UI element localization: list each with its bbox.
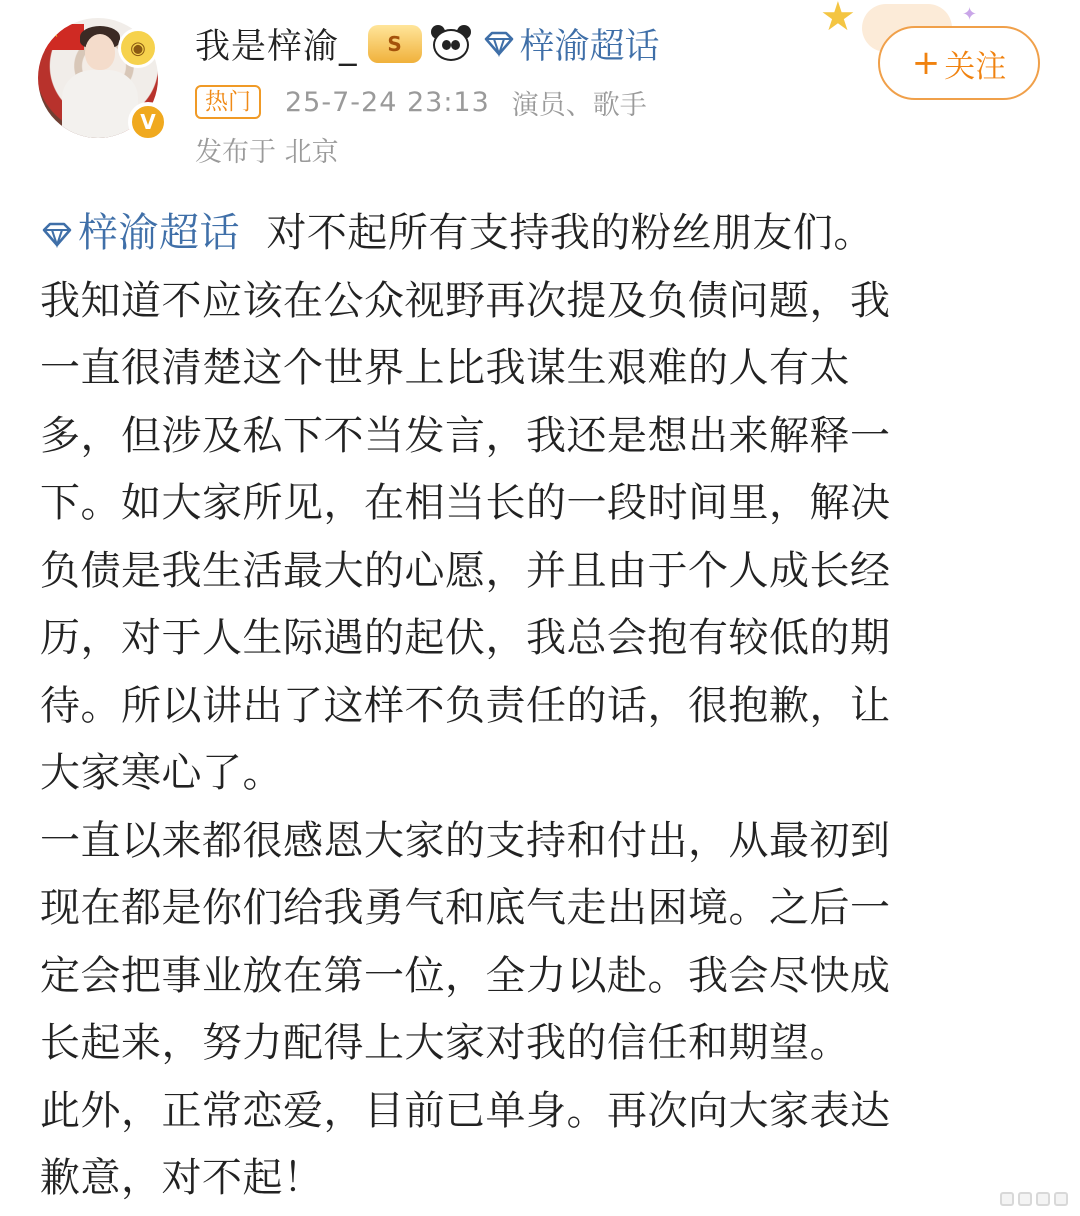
post-line: 一直很清楚这个世界上比我谋生艰难的人有太 bbox=[40, 345, 850, 391]
post-line: 定会把事业放在第一位，全力以赴。我会尽快成 bbox=[40, 952, 891, 999]
follow-label: 关注 bbox=[944, 48, 1007, 85]
post-line: 待。所以讲出了这样不负责任的话，很抱歉，让 bbox=[40, 682, 891, 729]
post-line: 现在都是你们给我勇气和底气走出困境。之后一 bbox=[40, 885, 891, 931]
avatar-face bbox=[85, 34, 115, 70]
post-line: 历，对于人生际遇的起伏，我总会抱有较低的期 bbox=[40, 615, 891, 661]
post-line: 多，但涉及私下不当发言，我还是想出来解释一 bbox=[40, 412, 891, 459]
post-location: 发布于 北京 bbox=[195, 137, 339, 168]
crown-badge-icon[interactable]: S bbox=[368, 25, 422, 63]
panda-icon[interactable] bbox=[430, 23, 472, 65]
post-line-first bbox=[40, 200, 1040, 268]
meta-row bbox=[195, 82, 647, 122]
post-line-text: 对不起所有支持我的粉丝朋友们。 bbox=[266, 210, 874, 256]
post-line: 大家寒心了。 bbox=[40, 750, 283, 796]
post-line: 负债是我生活最大的心愿，并且由于个人成长经 bbox=[40, 547, 891, 594]
star-decoration-icon: ★ bbox=[820, 0, 856, 40]
watermark-icon bbox=[1000, 1190, 1072, 1208]
name-row bbox=[195, 18, 660, 70]
post-line: 下。如大家所见，在相当长的一段时间里，解决 bbox=[40, 480, 891, 526]
post-time: 25-7-24 23:13 bbox=[285, 86, 490, 118]
avatar-body bbox=[62, 70, 138, 138]
post-line: 歉意，对不起！ bbox=[40, 1155, 324, 1201]
avatar-container[interactable] bbox=[38, 14, 168, 144]
gem-icon bbox=[482, 30, 516, 58]
camera-badge-icon: ◉ bbox=[118, 28, 158, 68]
post-topic-link[interactable]: 梓渝超话 bbox=[78, 210, 240, 256]
follow-button[interactable] bbox=[878, 26, 1040, 100]
sparkle-decoration-icon: ✦ bbox=[962, 4, 978, 25]
plus-icon: + bbox=[911, 43, 941, 83]
hot-tag: 热门 bbox=[195, 85, 261, 119]
topic-link[interactable]: 梓渝超话 bbox=[519, 27, 660, 67]
verified-icon: V bbox=[128, 102, 168, 142]
user-role: 演员、歌手 bbox=[511, 89, 647, 121]
post-line: 一直以来都很感恩大家的支持和付出，从最初到 bbox=[40, 817, 891, 864]
post-line: 我知道不应该在公众视野再次提及负债问题，我 bbox=[40, 277, 891, 324]
flag-graphic bbox=[44, 24, 84, 50]
username[interactable]: 我是梓渝_ bbox=[195, 27, 358, 67]
post-content bbox=[40, 200, 1040, 1213]
post-line: 此外，正常恋爱，目前已单身。再次向大家表达 bbox=[40, 1087, 891, 1134]
post-line: 长起来，努力配得上大家对我的信任和期望。 bbox=[40, 1020, 850, 1066]
gem-icon bbox=[40, 222, 74, 248]
